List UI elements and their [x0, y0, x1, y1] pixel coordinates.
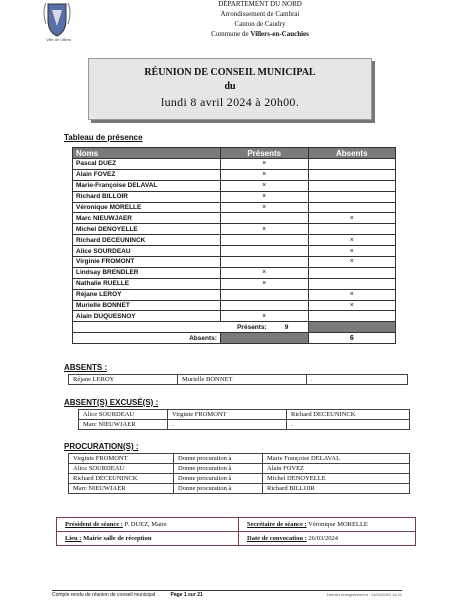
member-name: Virginie FROMONT	[73, 257, 221, 268]
present-mark: ×	[220, 191, 308, 202]
procuration-verb: Donne procuration à	[174, 474, 263, 484]
meeting-title-box	[88, 58, 372, 120]
excuse-cell: Richard DECEUNINCK	[287, 410, 410, 420]
footer-last-saved: Dernier enregistrement : 11/04/2024 14:21	[326, 592, 402, 597]
procuration-row	[69, 464, 410, 474]
absent-mark	[308, 169, 395, 180]
seance-row-2	[57, 532, 416, 546]
presence-row	[73, 267, 396, 278]
excuse-cell: Alice SOURDEAU	[79, 410, 168, 420]
absents-row	[69, 375, 408, 385]
absent-mark	[308, 267, 395, 278]
procuration-name: Michel DENOYELLE	[263, 474, 410, 484]
member-name: Murielle BONNET	[73, 300, 221, 311]
absent-cell: Réjane LEROY	[69, 375, 178, 385]
present-mark	[220, 257, 308, 268]
date-convocation-cell	[239, 532, 416, 546]
member-name: Alain DUQUESNOY	[73, 311, 221, 322]
presence-row	[73, 159, 396, 170]
presence-header-row	[73, 148, 396, 159]
absent-mark	[308, 159, 395, 170]
absents-section-title: ABSENTS :	[64, 363, 108, 372]
absent-mark: ×	[308, 300, 395, 311]
procuration-name: Alain FOVEZ	[263, 464, 410, 474]
lieu-label: Lieu :	[65, 535, 82, 542]
seance-info-table	[56, 517, 416, 546]
presence-table	[72, 147, 396, 344]
procuration-name: Alice SOURDEAU	[69, 464, 174, 474]
presence-row	[73, 300, 396, 311]
department-line: DÉPARTEMENT DU NORD	[218, 0, 302, 8]
seance-row-1	[57, 518, 416, 532]
member-name: Alain FOVEZ	[73, 169, 221, 180]
presence-row	[73, 246, 396, 257]
absent-mark: ×	[308, 257, 395, 268]
procuration-row	[69, 484, 410, 494]
present-mark	[220, 213, 308, 224]
secretaire-cell	[239, 518, 416, 532]
presence-row	[73, 169, 396, 180]
excuse-row	[79, 420, 410, 430]
lieu-value: Mairie salle de réception	[81, 535, 152, 542]
present-mark: ×	[220, 169, 308, 180]
excuse-cell: Marc NIEUWJAER	[79, 420, 168, 430]
member-name: Alice SOURDEAU	[73, 246, 221, 257]
procuration-row	[69, 474, 410, 484]
commune-prefix: Commune de	[211, 30, 251, 38]
absent-mark	[308, 191, 395, 202]
presence-section-title: Tableau de présence	[64, 133, 143, 142]
absent-mark	[308, 180, 395, 191]
present-mark: ×	[220, 180, 308, 191]
member-name: Michel DENOYELLE	[73, 224, 221, 235]
absent-cell: Murielle BONNET	[178, 375, 307, 385]
secretaire-value: Véronique MORELLE	[306, 521, 368, 528]
procuration-verb: Donne procuration à	[174, 454, 263, 464]
presents-label-cell	[73, 322, 309, 333]
excuses-table	[78, 409, 410, 430]
presents-label: Présents:	[237, 323, 267, 331]
absent-mark: ×	[308, 213, 395, 224]
canton-line: Canton de Caudry	[234, 20, 286, 28]
present-mark: ×	[220, 267, 308, 278]
member-name: Véronique MORELLE	[73, 202, 221, 213]
president-cell	[57, 518, 239, 532]
secretaire-label: Secrétaire de séance :	[247, 521, 307, 528]
col-header-presents: Présents	[220, 148, 308, 159]
procuration-name: Virginie FROMONT	[69, 454, 174, 464]
absents-count: 6	[308, 333, 395, 344]
meeting-title: RÉUNION DE CONSEIL MUNICIPAL	[144, 67, 316, 78]
date-convocation-value: 26/03/2024	[306, 535, 339, 542]
procuration-name: Marc NIEUWJAER	[69, 484, 174, 494]
member-name: Richard BILLOIR	[73, 191, 221, 202]
present-mark: ×	[220, 311, 308, 322]
excuse-cell: .	[168, 420, 287, 430]
excuse-row	[79, 410, 410, 420]
date-convocation-label: Date de convocation :	[247, 535, 307, 542]
procuration-name: Marie Françoise DELAVAL	[263, 454, 410, 464]
procuration-verb: Donne procuration à	[174, 464, 263, 474]
presence-row	[73, 191, 396, 202]
present-mark: ×	[220, 159, 308, 170]
absent-mark	[308, 224, 395, 235]
procurations-table	[68, 453, 410, 494]
excuse-cell: Virginie FROMONT	[168, 410, 287, 420]
excuses-section-title: ABSENT(S) EXCUSÉ(S) :	[64, 398, 159, 407]
presence-row	[73, 213, 396, 224]
presence-row	[73, 311, 396, 322]
absents-table	[68, 374, 408, 385]
meeting-title-du: du	[224, 81, 236, 92]
absents-total-row	[73, 333, 396, 344]
footer-page-number: Page 1 sur 21	[170, 592, 203, 598]
page-footer	[52, 590, 402, 598]
excuse-cell: .	[287, 420, 410, 430]
absent-mark	[308, 278, 395, 289]
present-mark	[220, 289, 308, 300]
presence-row	[73, 235, 396, 246]
member-name: Marie-Françoise DELAVAL	[73, 180, 221, 191]
meeting-date: lundi 8 avril 2024 à 20h00.	[160, 95, 300, 109]
presence-row	[73, 289, 396, 300]
presents-total-shade	[308, 322, 395, 333]
member-name: Réjane LEROY	[73, 289, 221, 300]
coat-of-arms-logo	[28, 0, 78, 38]
procuration-row	[69, 454, 410, 464]
president-label: Président de séance :	[65, 521, 123, 528]
footer-doc-title: Compte rendu de réunion de conseil municipal	[52, 592, 156, 598]
presence-row	[73, 202, 396, 213]
procuration-name: Richard DECEUNINCK	[69, 474, 174, 484]
member-name: Marc NIEUWJAER	[73, 213, 221, 224]
member-name: Nathalie RUELLE	[73, 278, 221, 289]
col-header-absents: Absents	[308, 148, 395, 159]
president-value: P. DUEZ, Maire	[122, 521, 167, 528]
present-mark: ×	[220, 278, 308, 289]
present-mark	[220, 300, 308, 311]
procuration-verb: Donne procuration à	[174, 484, 263, 494]
presents-count: 9	[284, 323, 289, 331]
presence-row	[73, 257, 396, 268]
member-name: Pascal DUEZ	[73, 159, 221, 170]
commune-name: Villers-en-Cauchies	[250, 30, 309, 38]
presence-row	[73, 278, 396, 289]
absent-cell: .	[307, 375, 408, 385]
absent-mark	[308, 202, 395, 213]
presence-row	[73, 180, 396, 191]
procurations-section-title: PROCURATION(S) :	[64, 442, 139, 451]
absent-mark: ×	[308, 289, 395, 300]
absent-mark	[308, 311, 395, 322]
presents-total-row	[73, 322, 396, 333]
presence-row	[73, 224, 396, 235]
present-mark	[220, 246, 308, 257]
lieu-cell	[57, 532, 239, 546]
absents-total-shade	[220, 333, 308, 344]
present-mark: ×	[220, 202, 308, 213]
crest-caption: Ville de Villers	[46, 37, 71, 42]
col-header-noms: Noms	[73, 148, 221, 159]
present-mark: ×	[220, 224, 308, 235]
member-name: Richard DECEUNINCK	[73, 235, 221, 246]
present-mark	[220, 235, 308, 246]
absent-mark: ×	[308, 235, 395, 246]
absents-label: Absents:	[73, 333, 221, 344]
commune-line	[160, 30, 360, 39]
member-name: Lindsay BRENDLER	[73, 267, 221, 278]
arrondissement-line: Arrondissement de Cambrai	[220, 10, 300, 18]
absent-mark: ×	[308, 246, 395, 257]
procuration-name: Richard BILLOIR	[263, 484, 410, 494]
